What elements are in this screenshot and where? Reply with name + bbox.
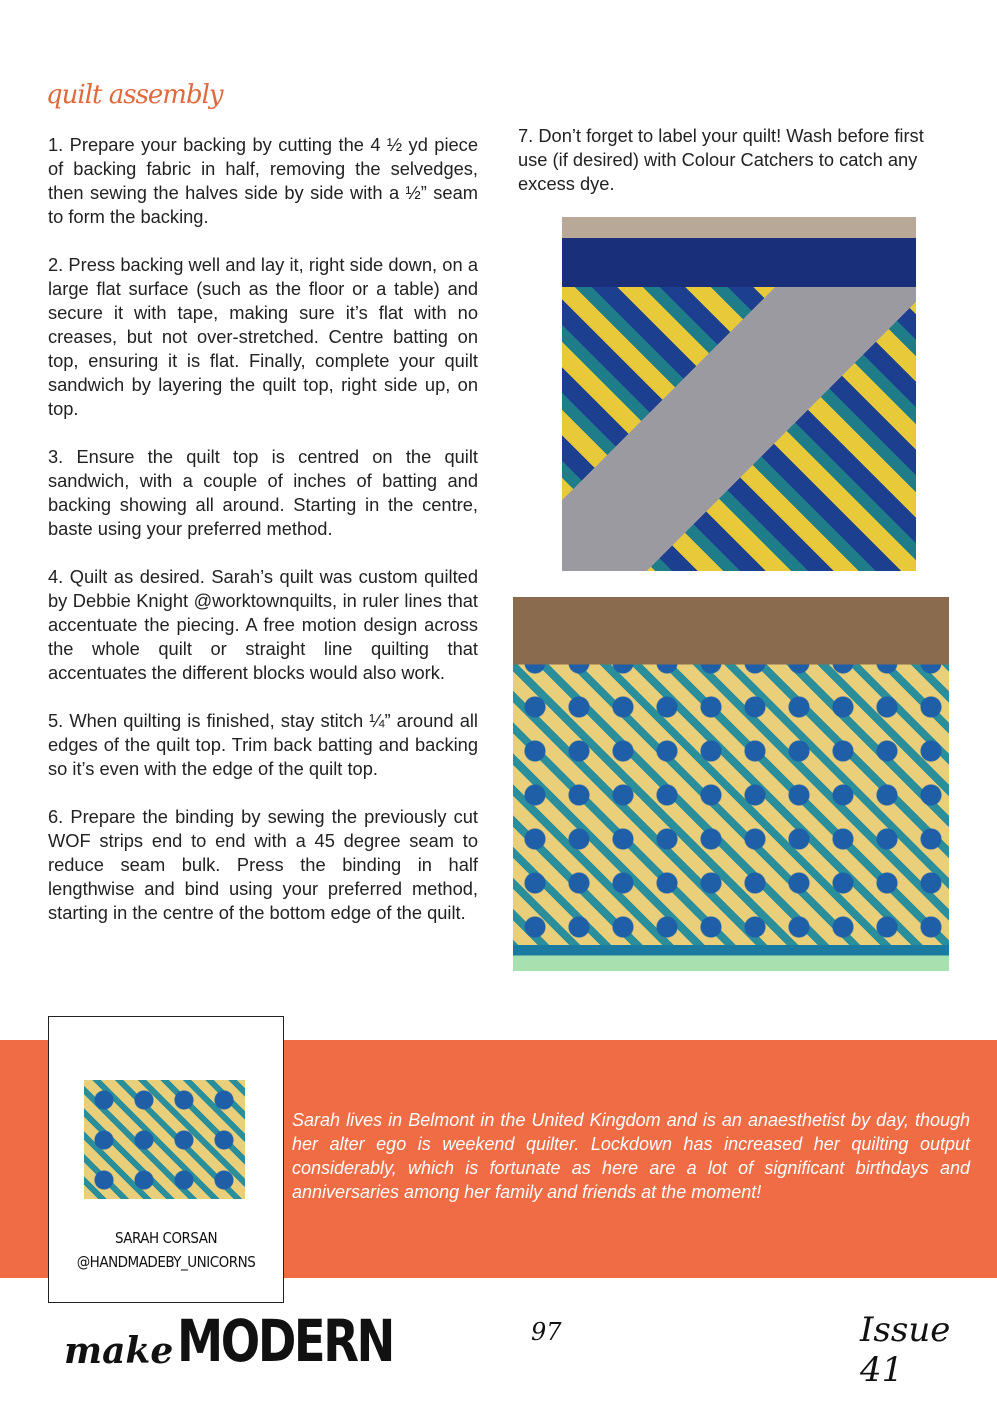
quilt-thumbnail [84, 1080, 245, 1199]
issue-label: Issue 41 [860, 1310, 951, 1390]
designer-handle: @HANDMADEBY_UNICORNS [76, 1253, 256, 1271]
step-7: 7. Don’t forget to label your quilt! Wash before first use (if desired) with Colour Catchers to catch any excess dye. [518, 125, 924, 194]
instructions-left-column [48, 133, 478, 949]
step-2: 2. Press backing well and lay it, right side down, on a large flat surface (such as the floor or a table) and secure it with tape, making sure it’s flat with no creases, but not over-stretched. Centre batting on top, ensuring it is flat. Finally, complete your quilt sandwich by layering the quilt top, right side up, on top. [48, 254, 478, 419]
designer-name: SARAH CORSAN [114, 1229, 218, 1247]
quilt-folded-photo [562, 217, 916, 571]
section-heading: quilt assembly [46, 80, 223, 110]
logo-script: make [64, 1330, 174, 1372]
step-1: 1. Prepare your backing by cutting the 4 ½ yd piece of backing fabric in half, removing the selvedges, then sewing the halves side by side with a ½” seam to form the backing. [48, 134, 478, 227]
step-6: 6. Prepare the binding by sewing the previously cut WOF strips end to end with a 45 degree seam to reduce seam bulk. Press the binding in half lengthwise and bind using your preferred method, starting in the centre of the bottom edge of the quilt. [48, 806, 478, 923]
instructions-right-column [518, 124, 950, 220]
designer-bio: Sarah lives in Belmont in the United Kingdom and is an anaesthetist by day, though her alter ego is weekend quilter. Lockdown has increased her quilting output considerably, which is fortunate as here are a lot of significant birthdays and anniversaries among her family and friends at the moment! [292, 1110, 970, 1202]
quilt-on-bed-photo [513, 597, 949, 971]
make-modern-logo [64, 1307, 447, 1375]
step-3: 3. Ensure the quilt top is centred on the quilt sandwich, with a couple of inches of batting and backing showing all around. Starting in the centre, baste using your preferred method. [48, 446, 478, 539]
designer-card [48, 1016, 284, 1303]
logo-word: MODERN [177, 1307, 394, 1375]
step-5: 5. When quilting is finished, stay stitch ¼” around all edges of the quilt top. Trim back batting and backing so it’s even with the edge of the quilt top. [48, 710, 478, 779]
page-number: 97 [531, 1318, 562, 1346]
step-4: 4. Quilt as desired. Sarah’s quilt was custom quilted by Debbie Knight @worktownquilts, in ruler lines that accentuate the piecing. A free motion design across the whole quilt or straight line quilting that accentuates the different blocks would also work. [48, 566, 478, 683]
